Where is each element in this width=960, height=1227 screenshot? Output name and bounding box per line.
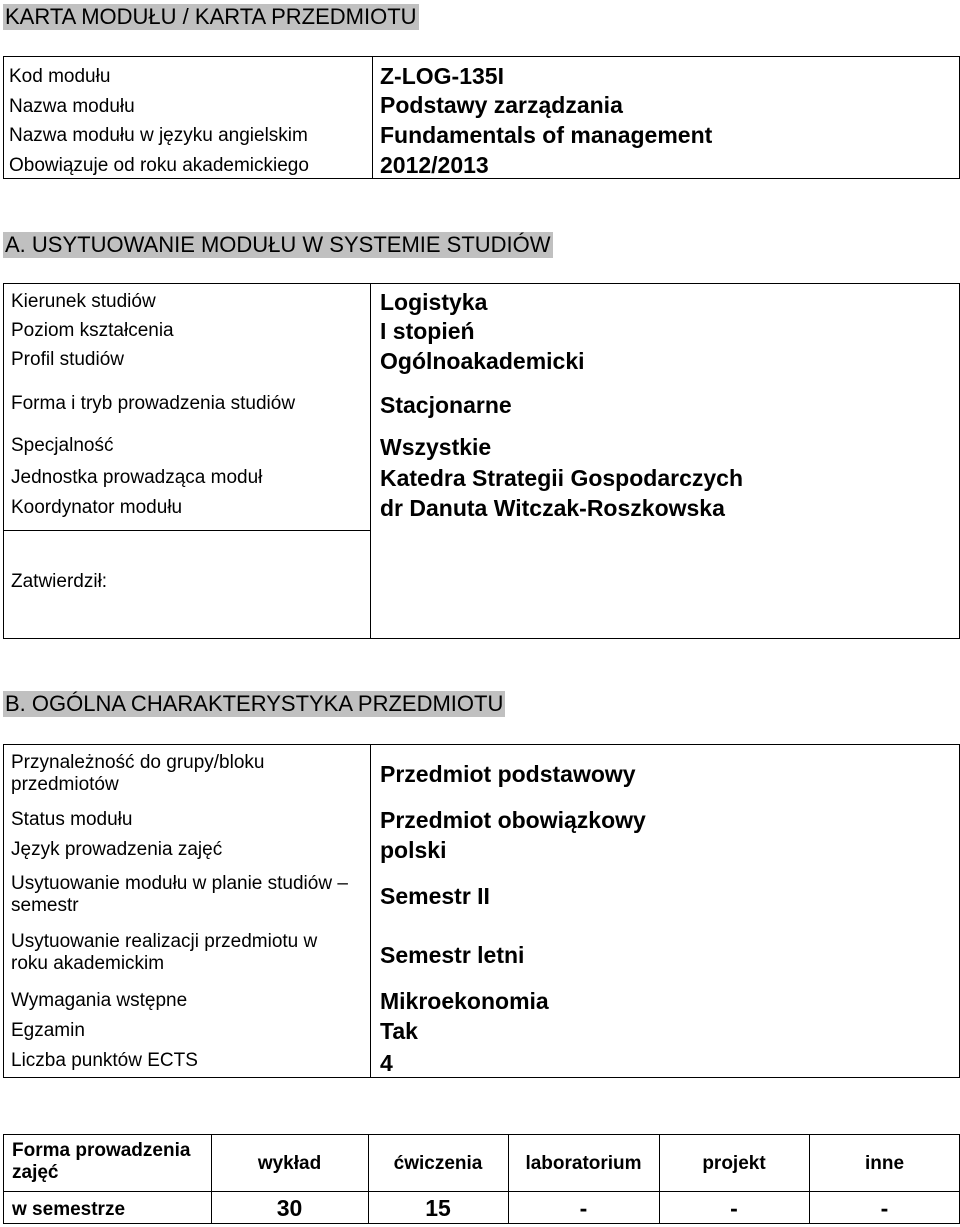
hours-cell: - bbox=[730, 1195, 738, 1221]
module-name-en-value: Fundamentals of management bbox=[380, 122, 713, 148]
page-title: KARTA MODUŁU / KARTA PRZEDMIOTU bbox=[5, 4, 417, 29]
field-label: Kierunek studiów bbox=[11, 291, 156, 312]
field-label: Poziom kształcenia bbox=[11, 320, 174, 341]
section-a-box bbox=[3, 283, 960, 639]
field-label: Usytuowanie modułu w planie studiów – semestr bbox=[11, 873, 348, 916]
field-label: Koordynator modułu bbox=[11, 497, 183, 518]
field-value: Przedmiot obowiązkowy bbox=[380, 807, 646, 833]
field-value: dr Danuta Witczak-Roszkowska bbox=[380, 495, 725, 521]
hours-cell: 15 bbox=[425, 1195, 451, 1221]
section-b-title: B. OGÓLNA CHARAKTERYSTYKA PRZEDMIOTU bbox=[5, 691, 504, 716]
field-value: Ogólnoakademicki bbox=[380, 348, 585, 374]
valid-from-value: 2012/2013 bbox=[380, 152, 489, 178]
hours-cell: - bbox=[880, 1195, 889, 1221]
hours-cell: - bbox=[579, 1195, 588, 1221]
field-value: Przedmiot podstawowy bbox=[380, 761, 636, 787]
field-value: 4 bbox=[380, 1050, 393, 1076]
field-label: Język prowadzenia zajęć bbox=[11, 839, 223, 860]
field-value: Mikroekonomia bbox=[380, 988, 549, 1014]
header-cell: wykład bbox=[257, 1153, 322, 1174]
hours-cell: 30 bbox=[276, 1195, 303, 1221]
module-code-label: Kod modułu bbox=[9, 66, 111, 87]
module-name-en-label: Nazwa modułu w języku angielskim bbox=[9, 125, 308, 146]
field-label: Liczba punktów ECTS bbox=[11, 1050, 198, 1071]
section-a-title: A. USYTUOWANIE MODUŁU W SYSTEMIE STUDIÓW bbox=[5, 232, 551, 257]
field-value: Semestr II bbox=[380, 883, 490, 909]
field-value: Logistyka bbox=[380, 289, 488, 315]
section-b-box bbox=[3, 744, 960, 1078]
header-cell: projekt bbox=[702, 1153, 766, 1174]
field-label: Przynależność do grupy/bloku przedmiotów bbox=[11, 752, 265, 795]
field-label: Wymagania wstępne bbox=[11, 990, 188, 1011]
field-label: Specjalność bbox=[11, 435, 114, 456]
field-label: Status modułu bbox=[11, 809, 133, 830]
field-value: polski bbox=[380, 837, 447, 863]
header-cell: laboratorium bbox=[525, 1153, 642, 1174]
field-label: Jednostka prowadząca moduł bbox=[11, 467, 263, 488]
field-label: Profil studiów bbox=[11, 349, 124, 370]
field-value: Wszystkie bbox=[380, 434, 492, 460]
valid-from-label: Obowiązuje od roku akademickiego bbox=[9, 155, 309, 176]
module-code-value: Z-LOG-135I bbox=[380, 63, 504, 89]
approved-by-label: Zatwierdził: bbox=[11, 571, 108, 592]
field-value: Stacjonarne bbox=[380, 392, 512, 418]
header-cell: inne bbox=[864, 1153, 905, 1174]
header-cell: ćwiczenia bbox=[393, 1153, 483, 1174]
row-label-cell: w semestrze bbox=[12, 1199, 126, 1220]
module-name-label: Nazwa modułu bbox=[9, 96, 135, 117]
hours-table bbox=[3, 1134, 960, 1224]
field-value: Katedra Strategii Gospodarczych bbox=[380, 465, 743, 491]
header-cell: Forma prowadzenia zajęć bbox=[12, 1140, 191, 1183]
field-label: Usytuowanie realizacji przedmiotu w roku akademickim bbox=[11, 931, 318, 974]
field-value: Tak bbox=[380, 1018, 418, 1044]
field-value: I stopień bbox=[380, 318, 475, 344]
module-info-box bbox=[3, 56, 960, 179]
field-label: Forma i tryb prowadzenia studiów bbox=[11, 393, 296, 414]
field-label: Egzamin bbox=[11, 1020, 85, 1041]
field-value: Semestr letni bbox=[380, 942, 525, 968]
module-name-value: Podstawy zarządzania bbox=[380, 92, 623, 118]
